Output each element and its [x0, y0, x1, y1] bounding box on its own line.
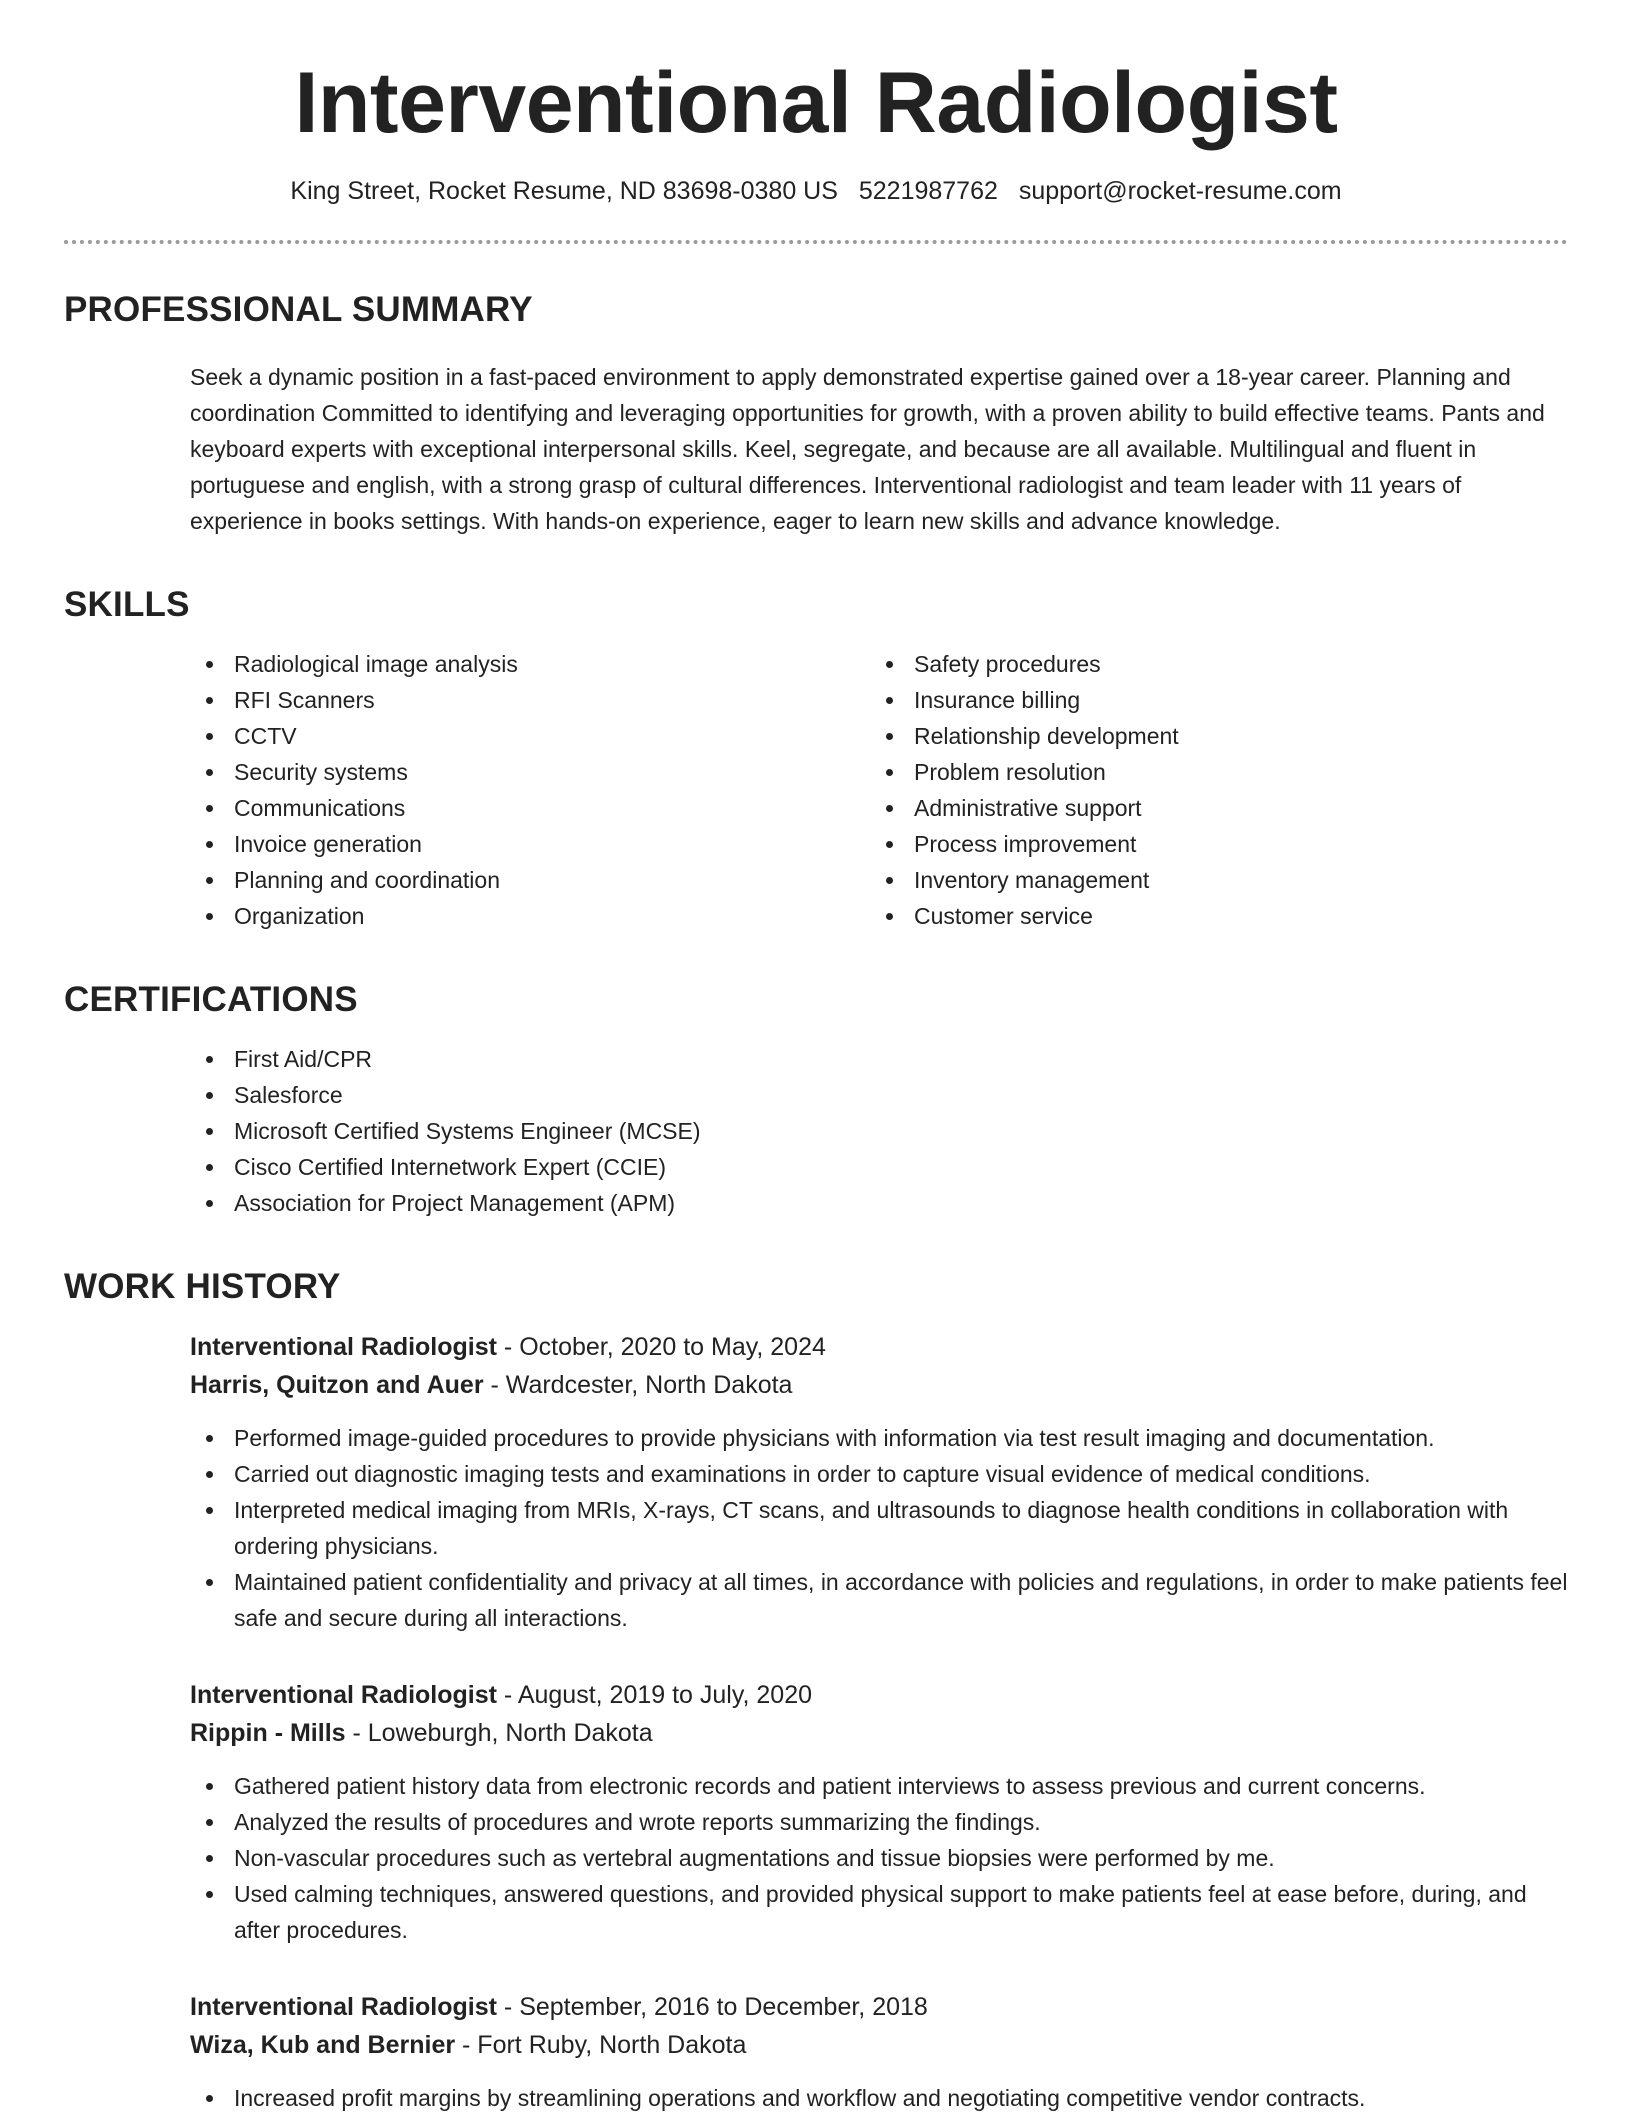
job-role: Interventional Radiologist [190, 1992, 497, 2021]
address-text: King Street, Rocket Resume, ND 83698-0380 US [290, 176, 838, 205]
job-duties-list [190, 1768, 1568, 1948]
work-history-heading: WORK HISTORY [64, 1266, 341, 1306]
skill-item: Process improvement [870, 826, 1550, 862]
skill-item: Planning and coordination [190, 862, 870, 898]
skill-item: Radiological image analysis [190, 646, 870, 682]
job-duty: Gathered patient history data from electronic records and patient interviews to assess previous and current concerns. [190, 1768, 1568, 1804]
certification-item: Salesforce [190, 1077, 1568, 1113]
job-duty: Interpreted medical imaging from MRIs, X-rays, CT scans, and ultrasounds to diagnose health conditions in collaboration with ordering physicians. [190, 1492, 1568, 1564]
job-duty: Carried out diagnostic imaging tests and examinations in order to capture visual evidence of medical conditions. [190, 1456, 1568, 1492]
skills-section [64, 584, 1568, 934]
skill-item: Organization [190, 898, 870, 934]
job-company-line [190, 1366, 1568, 1404]
certifications-section [64, 979, 1568, 1221]
skills-right-list [870, 646, 1550, 934]
header-divider [64, 240, 1568, 244]
skill-item: Inventory management [870, 862, 1550, 898]
certification-item: Cisco Certified Internetwork Expert (CCIE) [190, 1149, 1568, 1185]
job-location: - Wardcester, North Dakota [483, 1370, 793, 1399]
skill-item: Invoice generation [190, 826, 870, 862]
job-duty: Performed image-guided procedures to provide physicians with information via test result imaging and documentation. [190, 1420, 1568, 1456]
resume-header [64, 0, 1568, 244]
skills-left-column [190, 646, 870, 934]
jobs-list [64, 1328, 1568, 2112]
job-dates: - August, 2019 to July, 2020 [496, 1680, 813, 1709]
certification-item: First Aid/CPR [190, 1041, 1568, 1077]
summary-section [64, 289, 1568, 539]
skill-item: Safety procedures [870, 646, 1550, 682]
job-location: - Loweburgh, North Dakota [345, 1718, 653, 1747]
skills-left-list [190, 646, 870, 934]
skills-heading: SKILLS [64, 584, 190, 624]
skill-item: Problem resolution [870, 754, 1550, 790]
contact-line [64, 177, 1568, 206]
job-dates: - October, 2020 to May, 2024 [496, 1332, 826, 1361]
skill-item: RFI Scanners [190, 682, 870, 718]
job-company-line [190, 2026, 1568, 2064]
job-title-line [190, 1328, 1568, 1366]
skills-columns [190, 646, 1568, 934]
job-dates: - September, 2016 to December, 2018 [496, 1992, 928, 2021]
phone-text: 5221987762 [858, 176, 998, 205]
work-history-section [64, 1266, 1568, 2112]
job-entry [190, 1988, 1568, 2112]
certifications-heading: CERTIFICATIONS [64, 979, 358, 1019]
job-company: Harris, Quitzon and Auer [190, 1370, 484, 1399]
candidate-name: Interventional Radiologist [294, 55, 1338, 151]
job-role: Interventional Radiologist [190, 1680, 497, 1709]
skill-item: Communications [190, 790, 870, 826]
skill-item: Customer service [870, 898, 1550, 934]
summary-heading: PROFESSIONAL SUMMARY [64, 289, 533, 329]
job-duty: Analyzed the results of procedures and wrote reports summarizing the findings. [190, 1804, 1568, 1840]
job-company: Wiza, Kub and Bernier [190, 2030, 456, 2059]
job-duty: Increased profit margins by streamlining operations and workflow and negotiating competitive vendor contracts. [190, 2080, 1568, 2112]
email-text: support@rocket-resume.com [1018, 176, 1342, 205]
certifications-list [190, 1041, 1568, 1221]
job-company-line [190, 1714, 1568, 1752]
skill-item: Security systems [190, 754, 870, 790]
job-entry [190, 1676, 1568, 1948]
summary-text: Seek a dynamic position in a fast-paced environment to apply demonstrated expertise gained over a 18-year career. Planning and coordination Committed to identifying and leveraging opportunities for growth, with a proven ability to build effective teams. Pants and keyboard experts with exceptional interpersonal skills. Keel, segregate, and because are all available. Multilingual and fluent in portuguese and english, with a strong grasp of cultural differences. Interventional radiologist and team leader with 11 years of experience in books settings. With hands-on experience, eager to learn new skills and advance knowledge. [190, 363, 1545, 534]
skill-item: CCTV [190, 718, 870, 754]
job-location: - Fort Ruby, North Dakota [455, 2030, 747, 2059]
skills-right-column [870, 646, 1550, 934]
job-role: Interventional Radiologist [190, 1332, 497, 1361]
skill-item: Insurance billing [870, 682, 1550, 718]
skill-item: Relationship development [870, 718, 1550, 754]
certification-item: Association for Project Management (APM) [190, 1185, 1568, 1221]
job-duty: Used calming techniques, answered questions, and provided physical support to make patients feel at ease before, during, and after procedures. [190, 1876, 1568, 1948]
job-duties-list [190, 2080, 1568, 2112]
job-title-line [190, 1988, 1568, 2026]
job-duties-list [190, 1420, 1568, 1636]
skill-item: Administrative support [870, 790, 1550, 826]
certification-item: Microsoft Certified Systems Engineer (MCSE) [190, 1113, 1568, 1149]
job-duty: Non-vascular procedures such as vertebral augmentations and tissue biopsies were performed by me. [190, 1840, 1568, 1876]
job-duty: Maintained patient confidentiality and privacy at all times, in accordance with policies and regulations, in order to make patients feel safe and secure during all interactions. [190, 1564, 1568, 1636]
job-title-line [190, 1676, 1568, 1714]
job-company: Rippin - Mills [190, 1718, 346, 1747]
job-entry [190, 1328, 1568, 1636]
